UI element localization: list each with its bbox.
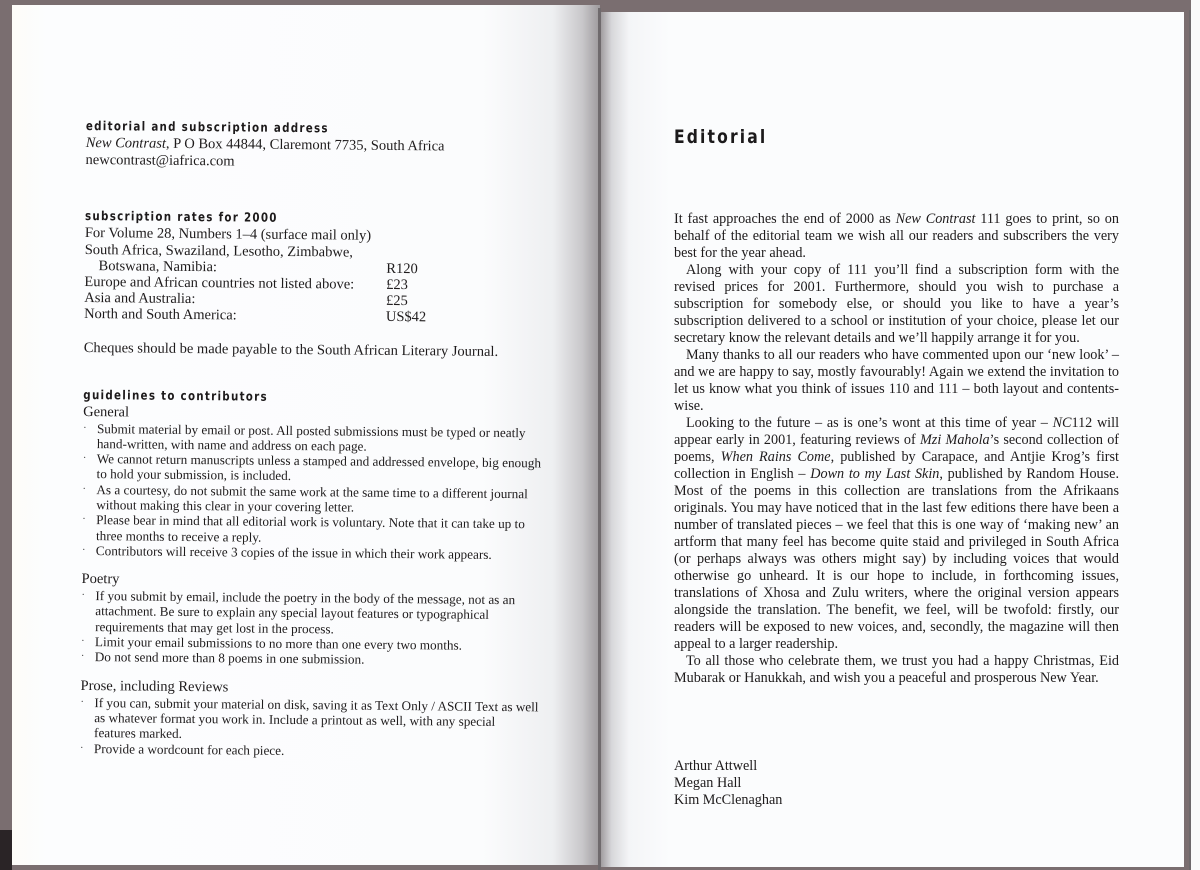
- prose-list: [80, 695, 541, 761]
- paragraph: Many thanks to all our readers who have commented upon our ‘new look’ – and we are happy to say, mostly favourably! Again we extend the invitation to let us know what you think of issues 110 and 111 – both layout and contents-wise.: [674, 347, 1119, 414]
- bullet-icon: ·: [79, 741, 84, 754]
- paragraph: [674, 415, 1119, 653]
- prose-title: Prose, including Reviews: [80, 677, 229, 696]
- rates-intro: For Volume 28, Numbers 1–4 (surface mail only): [84, 224, 372, 244]
- shadow: [0, 830, 12, 870]
- text-run: , published by Random House. Most of the poems in this collection are translations from the Afrikaans originals. You may have noticed that in the last few editions there have been a number of translated pieces – we feel that this is one way of ‘making new’ an artform that many feel has become quite staid and privileged in South Africa (or perhaps always was others might say) by including voices that would otherwise go unheard. It is our hope to include, in forthcoming issues, translations of Xhosa and Zulu writers, where the original version appears alongside the translation. The benefit, we feel, will be twofold: firstly, our readers will be exposed to new voices, and, secondly, the magazine will then appeal to a larger readership.: [674, 466, 1119, 652]
- rates-section: [84, 208, 545, 361]
- italic-name: Mzi Mahola: [919, 432, 990, 448]
- poetry-list: [81, 588, 542, 669]
- bullet-icon: ·: [82, 482, 87, 495]
- rates-table: [84, 241, 427, 324]
- list-item: [81, 588, 541, 638]
- list-item-text: We cannot return manuscripts unless a stamped and addressed envelope, big enough to hold your submission, is included.: [96, 451, 542, 484]
- list-item: [83, 420, 543, 455]
- bullet-icon: ·: [81, 543, 86, 556]
- email-address: newcontrast@iafrica.com: [85, 151, 235, 169]
- rate-row: [84, 305, 426, 324]
- list-item-text: As a courtesy, do not submit the same work at the same time to a different journal without making this clear in your covering letter.: [96, 481, 528, 515]
- guidelines-section: [80, 386, 544, 760]
- list-item-text: Provide a wordcount for each piece.: [93, 740, 285, 758]
- bullet-icon: ·: [82, 452, 87, 465]
- rate-region: Asia and Australia:: [84, 289, 196, 307]
- signatory: Kim McClenaghan: [674, 792, 783, 808]
- book-spine: [598, 8, 601, 870]
- bullet-icon: ·: [82, 421, 87, 434]
- text-run: It fast approaches the end of 2000 as: [674, 211, 896, 227]
- text-run: , published by Carapace, and Antjie Krog’s first collection in English –: [674, 449, 1119, 482]
- text-run: Looking to the future – as is one’s wont at this time of year –: [686, 415, 1053, 431]
- list-item-text: Submit material by email or post. All posted submissions must be typed or neatly hand-written, with name and address on each page.: [96, 420, 526, 454]
- italic-title: Down to my Last Skin: [810, 466, 940, 482]
- cheque-note: Cheques should be made payable to the South African Literary Journal.: [83, 339, 499, 360]
- rate-price: £25: [385, 292, 408, 309]
- bullet-icon: ·: [81, 589, 86, 602]
- list-item: [80, 695, 540, 745]
- paragraph: To all those who celebrate them, we trust you had a happy Christmas, Eid Mubarak or Hanukkah, and wish you a peaceful and prosperous New Year.: [674, 653, 1119, 686]
- background: [1191, 0, 1200, 870]
- list-item-text: If you can, submit your material on disk, saving it as Text Only / ASCII Text as well as whatever format you work in. Include a printout as well, with any special features marked.: [94, 694, 539, 742]
- bullet-icon: ·: [80, 650, 85, 663]
- rate-region: Europe and African countries not listed above:: [84, 273, 355, 293]
- rate-region: South Africa, Swaziland, Lesotho, Zimbabwe,: [84, 241, 354, 261]
- rate-price: £23: [386, 276, 409, 293]
- address-section: [86, 118, 546, 172]
- left-page-content: [80, 118, 546, 760]
- general-guidelines: [82, 403, 543, 562]
- italic-title: NC: [1052, 415, 1072, 431]
- italic-title: New Contrast: [895, 211, 976, 227]
- list-item-text: Please bear in mind that all editorial work is voluntary. Note that it can take up to three months to receive a reply.: [95, 512, 525, 545]
- general-list: [82, 420, 543, 562]
- rate-price: R120: [386, 260, 418, 277]
- general-title: General: [83, 403, 130, 420]
- list-item-text: Do not send more than 8 poems in one submission.: [94, 649, 365, 668]
- bullet-icon: ·: [82, 513, 86, 526]
- text-run: 112 will appear early in 2001, featuring reviews of: [674, 415, 1120, 448]
- magazine-name: New Contrast: [85, 134, 167, 152]
- rate-region: North and South America:: [84, 305, 237, 323]
- rate-price: [354, 244, 426, 261]
- list-item-text: Contributors will receive 3 copies of the issue in which their work appears.: [95, 542, 492, 562]
- rate-price: US$42: [385, 308, 427, 325]
- list-item: [83, 451, 543, 486]
- bullet-icon: ·: [80, 695, 85, 708]
- editorial-body: [674, 211, 1119, 687]
- address-text: , P O Box 44844, Claremont 7735, South Africa: [165, 135, 445, 155]
- bullet-icon: ·: [80, 635, 85, 648]
- rate-region: Botswana, Namibia:: [98, 257, 218, 275]
- guidelines-heading: guidelines to contributors: [83, 386, 269, 404]
- signatory: Arthur Attwell: [674, 758, 758, 774]
- page-title: Editorial: [674, 126, 768, 148]
- signatory: Megan Hall: [674, 775, 742, 791]
- list-item-text: Limit your email submissions to no more than one every two months.: [94, 634, 463, 653]
- address-heading: editorial and subscription address: [85, 118, 329, 136]
- poetry-title: Poetry: [81, 571, 120, 588]
- list-item-text: If you submit by email, include the poetry in the body of the message, not as an attachment. Be sure to explain any special layout features or typographical requirements that may get lost in the process.: [95, 588, 516, 637]
- signatories: [674, 758, 782, 809]
- text-run: 111 goes to print, so on behalf of the editorial team we wish all our readers and subscribers the very best for the year ahead.: [674, 211, 1119, 261]
- list-item: [82, 543, 542, 563]
- paragraph: Along with your copy of 111 you’ll find a subscription form with the revised prices for 2001. Furthermore, should you wish to purchase a subscription for somebody else, or should you like to have a year’s subscription delivered to a school or institution of your choice, please let our secretary know the relevant details and we’ll happily arrange it for you.: [674, 262, 1119, 346]
- rates-heading: subscription rates for 2000: [84, 207, 278, 225]
- poetry-guidelines: [81, 571, 542, 669]
- list-item: [82, 482, 542, 517]
- prose-guidelines: [80, 678, 541, 761]
- italic-title: When Rains Come: [720, 449, 831, 465]
- paragraph: [674, 211, 1119, 262]
- list-item: [82, 512, 542, 547]
- text-run: ’s second collection of poems,: [674, 432, 1120, 465]
- list-item: [81, 649, 541, 669]
